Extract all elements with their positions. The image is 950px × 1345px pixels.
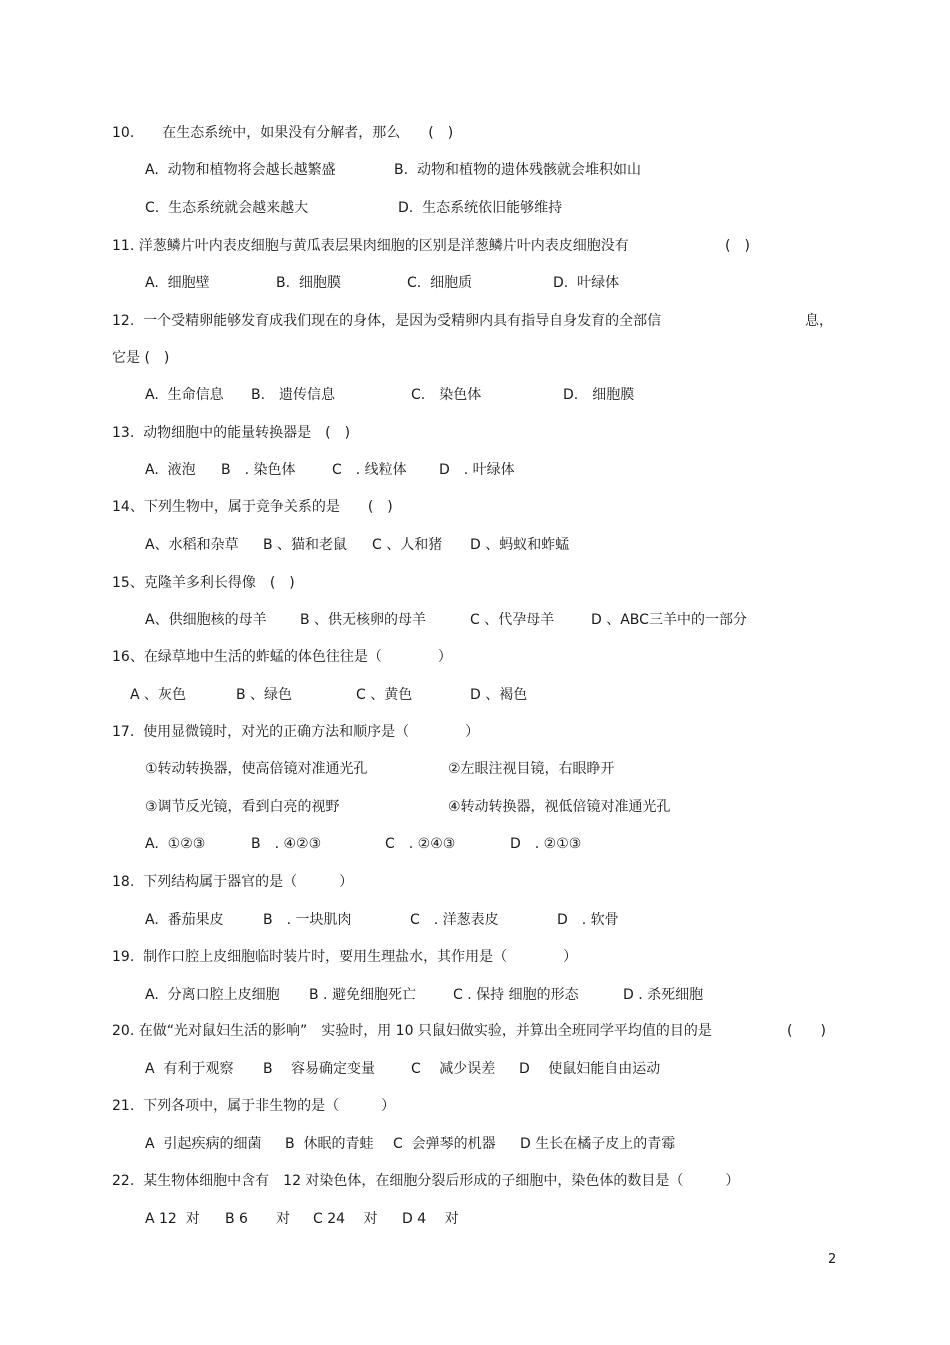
option-a: A 引起疾病的细菌 bbox=[145, 1136, 262, 1152]
step-3: ③调节反光镜，看到白亮的视野 bbox=[145, 799, 340, 815]
option-c: C . 线粒体 bbox=[332, 462, 407, 478]
answer-paren: ( ) bbox=[787, 1023, 826, 1039]
option-a: A. 细胞壁 bbox=[145, 275, 210, 291]
question-11-stem: 11. 洋葱鳞片叶内表皮细胞与黄瓜表层果肉细胞的区别是洋葱鳞片叶内表皮细胞没有 bbox=[112, 238, 629, 254]
option-b: B . 一块肌肉 bbox=[263, 912, 352, 928]
option-a: A. 分离口腔上皮细胞 bbox=[145, 987, 280, 1003]
option-b: B 6 对 bbox=[225, 1211, 290, 1227]
option-b: B. 动物和植物的遗体残骸就会堆积如山 bbox=[394, 162, 641, 178]
option-a: A 、灰色 bbox=[130, 687, 187, 703]
option-d: D . 叶绿体 bbox=[439, 462, 515, 478]
option-c: C . 保持 细胞的形态 bbox=[453, 987, 579, 1003]
question-18-stem: 18. 下列结构属于器官的是（ ） bbox=[112, 874, 354, 890]
option-c: C 、黄色 bbox=[356, 687, 413, 703]
option-c: C. 染色体 bbox=[411, 387, 482, 403]
option-d: D . ②①③ bbox=[510, 836, 582, 852]
option-d: D 使鼠妇能自由运动 bbox=[519, 1061, 661, 1077]
option-d: D. 叶绿体 bbox=[553, 275, 620, 291]
question-10-stem: 10. 在生态系统中，如果没有分解者，那么 ( ) bbox=[112, 125, 454, 141]
question-12-stem: 12. 一个受精卵能够发育成我们现在的身体，是因为受精卵内具有指导自身发育的全部信 bbox=[112, 313, 662, 329]
option-a: A. 生命信息 bbox=[145, 387, 224, 403]
option-d: D 、ABC三羊中的一部分 bbox=[591, 612, 747, 628]
option-a: A、供细胞核的母羊 bbox=[145, 612, 267, 628]
option-a: A 有利于观察 bbox=[145, 1061, 234, 1077]
option-c: C. 生态系统就会越来越大 bbox=[145, 200, 309, 216]
option-d: D 、蚂蚁和蚱蜢 bbox=[470, 537, 570, 553]
question-15-stem: 15、克隆羊多利长得像 ( ) bbox=[112, 575, 295, 591]
option-a: A. 液泡 bbox=[145, 462, 196, 478]
option-d: D. 细胞膜 bbox=[563, 387, 635, 403]
option-d: D . 软骨 bbox=[557, 912, 619, 928]
question-21-stem: 21. 下列各项中，属于非生物的是（ ） bbox=[112, 1098, 396, 1114]
step-4: ④转动转换器，视低倍镜对准通光孔 bbox=[448, 799, 671, 815]
option-a: A、水稻和杂草 bbox=[145, 537, 239, 553]
question-16-stem: 16、在绿草地中生活的蚱蜢的体色往往是（ ） bbox=[112, 649, 452, 665]
option-b: B 、猫和老鼠 bbox=[263, 537, 348, 553]
question-22-stem: 22. 某生物体细胞中含有 12 对染色体，在细胞分裂后形成的子细胞中，染色体的数目是（ ） bbox=[112, 1173, 740, 1189]
step-2: ②左眼注视目镜，右眼睁开 bbox=[448, 761, 615, 777]
option-a: A 12 对 bbox=[145, 1211, 200, 1227]
option-a: A. 番茄果皮 bbox=[145, 912, 224, 928]
option-c: C . 洋葱表皮 bbox=[410, 912, 499, 928]
option-c: C 会弹琴的机器 bbox=[393, 1136, 496, 1152]
option-c: C 、代孕母羊 bbox=[470, 612, 555, 628]
option-d: D 4 对 bbox=[402, 1211, 459, 1227]
step-1: ①转动转换器，使高倍镜对准通光孔 bbox=[145, 761, 368, 777]
option-b: B. 遗传信息 bbox=[251, 387, 336, 403]
option-d: D. 生态系统依旧能够维持 bbox=[398, 200, 563, 216]
option-c: C 、人和猪 bbox=[372, 537, 443, 553]
option-b: B 、绿色 bbox=[236, 687, 293, 703]
question-14-stem: 14、下列生物中，属于竞争关系的是 ( ) bbox=[112, 499, 393, 515]
question-13-stem: 13. 动物细胞中的能量转换器是 ( ) bbox=[112, 425, 351, 441]
answer-paren: ( ) bbox=[725, 238, 750, 254]
option-b: B . 染色体 bbox=[221, 462, 296, 478]
option-c: C 24 对 bbox=[313, 1211, 378, 1227]
option-d: D 生长在橘子皮上的青霉 bbox=[520, 1136, 676, 1152]
option-b: B . 避免细胞死亡 bbox=[309, 987, 416, 1003]
question-20-stem: 20. 在做“光对鼠妇生活的影响” 实验时，用 10 只鼠妇做实验，并算出全班同学平均值的目的是 bbox=[112, 1023, 712, 1039]
option-b: B. 细胞膜 bbox=[276, 275, 341, 291]
question-12-stem-end: 息， bbox=[805, 313, 833, 329]
question-12-stem-cont: 它是 ( ) bbox=[112, 350, 170, 366]
option-b: B 、供无核卵的母羊 bbox=[300, 612, 427, 628]
option-a: A. 动物和植物将会越长越繁盛 bbox=[145, 162, 336, 178]
page-number: 2 bbox=[828, 1252, 837, 1267]
option-b: B 休眠的青蛙 bbox=[285, 1136, 374, 1152]
option-b: B 容易确定变量 bbox=[263, 1061, 376, 1077]
option-d: D 、褐色 bbox=[470, 687, 528, 703]
option-a: A. ①②③ bbox=[145, 836, 206, 852]
option-d: D . 杀死细胞 bbox=[623, 987, 704, 1003]
option-c: C 减少误差 bbox=[411, 1061, 496, 1077]
option-b: B . ④②③ bbox=[251, 836, 322, 852]
question-17-stem: 17. 使用显微镜时，对光的正确方法和顺序是（ ） bbox=[112, 724, 480, 740]
option-c: C . ②④③ bbox=[385, 836, 456, 852]
option-c: C. 细胞质 bbox=[407, 275, 473, 291]
question-19-stem: 19. 制作口腔上皮细胞临时装片时，要用生理盐水，其作用是（ ） bbox=[112, 949, 578, 965]
